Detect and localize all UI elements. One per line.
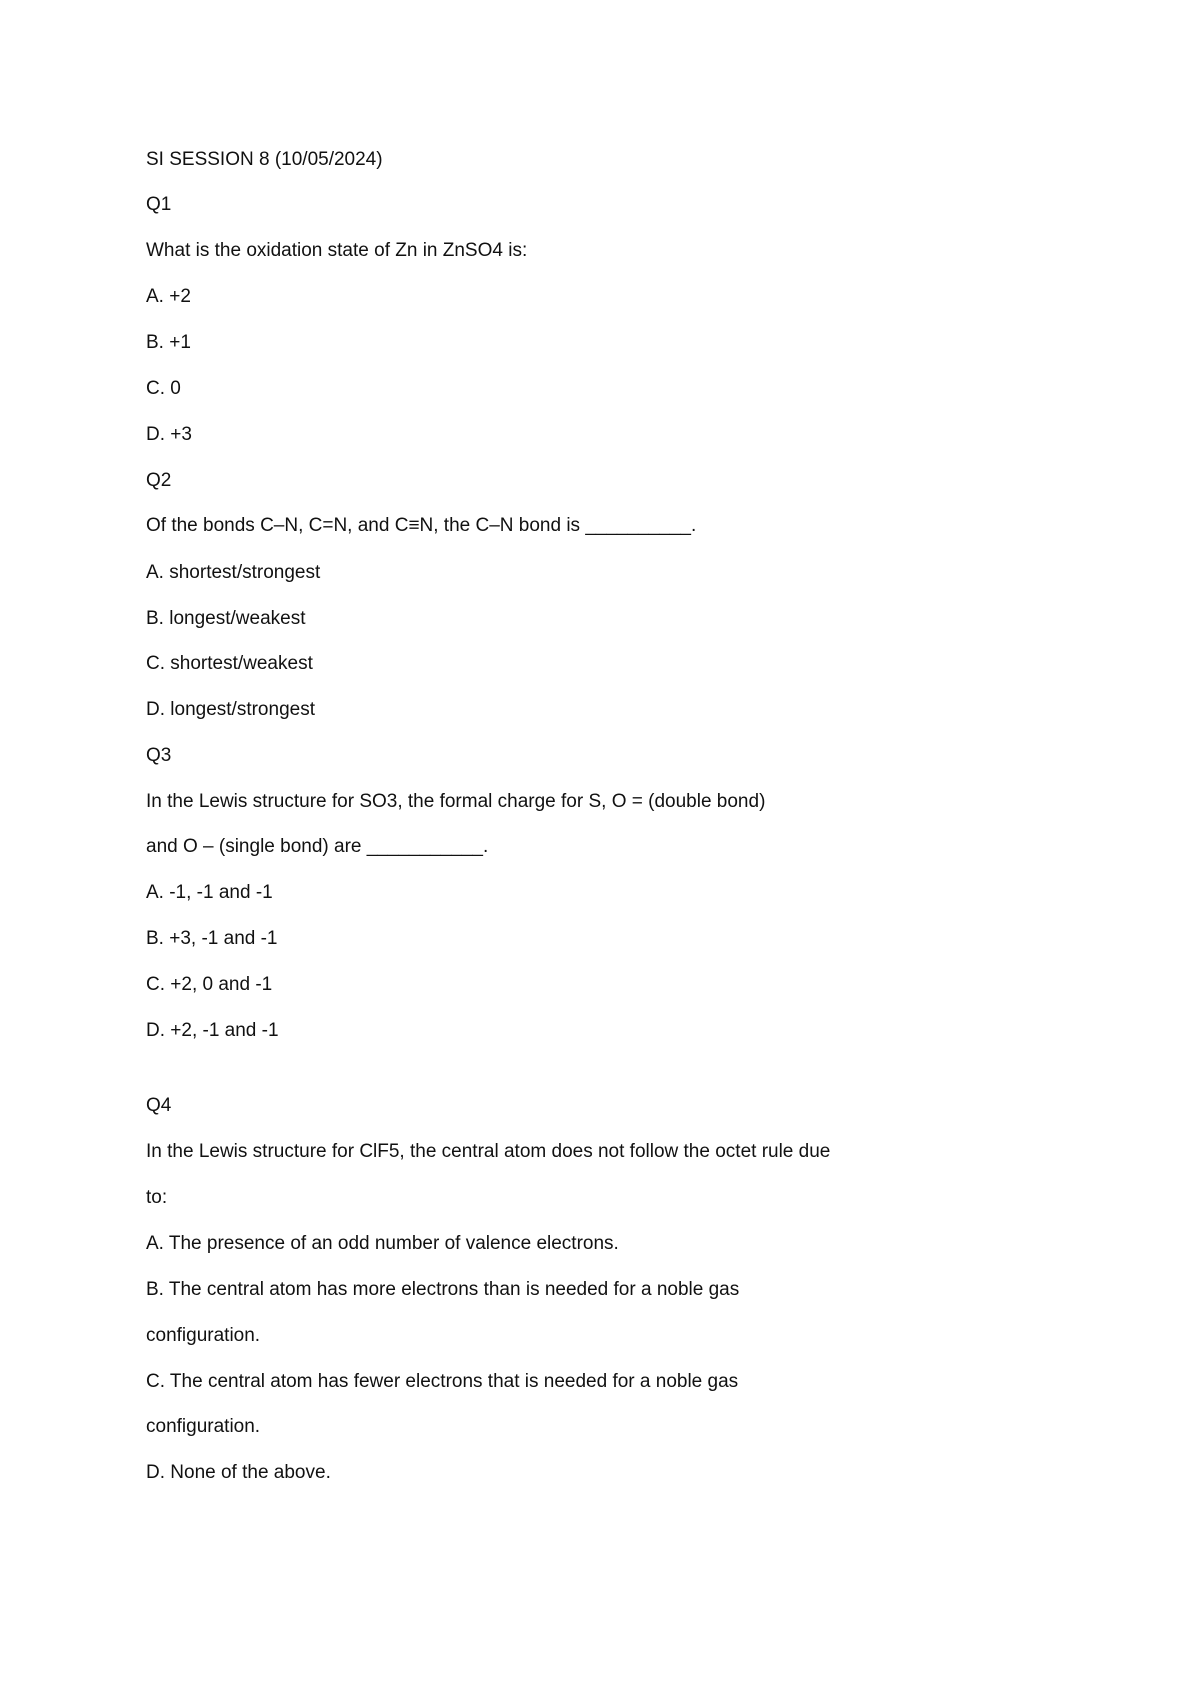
option-q4-a: A. The presence of an odd number of valence electrons. <box>146 1233 619 1254</box>
option-q4-b-continued: configuration. <box>146 1325 261 1346</box>
question-text-q3-line-2: and O – (single bond) are ___________. <box>146 836 489 857</box>
question-label-q1: Q1 <box>146 194 172 215</box>
option-q2-d: D. longest/strongest <box>146 699 315 720</box>
option-q3-c: C. +2, 0 and -1 <box>146 974 273 995</box>
question-label-q2: Q2 <box>146 470 172 491</box>
option-q2-b: B. longest/weakest <box>146 608 306 629</box>
question-text-q2: Of the bonds C–N, C=N, and C≡N, the C–N bond is __________. <box>146 515 697 536</box>
option-q4-c: C. The central atom has fewer electrons that is needed for a noble gas <box>146 1371 739 1392</box>
option-q2-a: A. shortest/strongest <box>146 562 321 583</box>
option-q4-d: D. None of the above. <box>146 1462 331 1483</box>
question-text-q1: What is the oxidation state of Zn in ZnSO4 is: <box>146 240 528 261</box>
option-q1-d: D. +3 <box>146 424 192 445</box>
question-label-q3: Q3 <box>146 745 172 766</box>
question-label-q4: Q4 <box>146 1095 172 1116</box>
option-q3-d: D. +2, -1 and -1 <box>146 1020 279 1041</box>
question-text-q3-line-1: In the Lewis structure for SO3, the formal charge for S, O = (double bond) <box>146 791 766 812</box>
question-text-q4-line-2: to: <box>146 1187 168 1208</box>
page-title: SI SESSION 8 (10/05/2024) <box>146 149 383 170</box>
option-q1-b: B. +1 <box>146 332 191 353</box>
option-q4-c-continued: configuration. <box>146 1416 261 1437</box>
option-q1-a: A. +2 <box>146 286 191 307</box>
option-q4-b: B. The central atom has more electrons than is needed for a noble gas <box>146 1279 740 1300</box>
option-q3-b: B. +3, -1 and -1 <box>146 928 278 949</box>
option-q2-c: C. shortest/weakest <box>146 653 313 674</box>
question-text-q4-line-1: In the Lewis structure for ClF5, the central atom does not follow the octet rule due <box>146 1141 831 1162</box>
option-q3-a: A. -1, -1 and -1 <box>146 882 273 903</box>
option-q1-c: C. 0 <box>146 378 181 399</box>
